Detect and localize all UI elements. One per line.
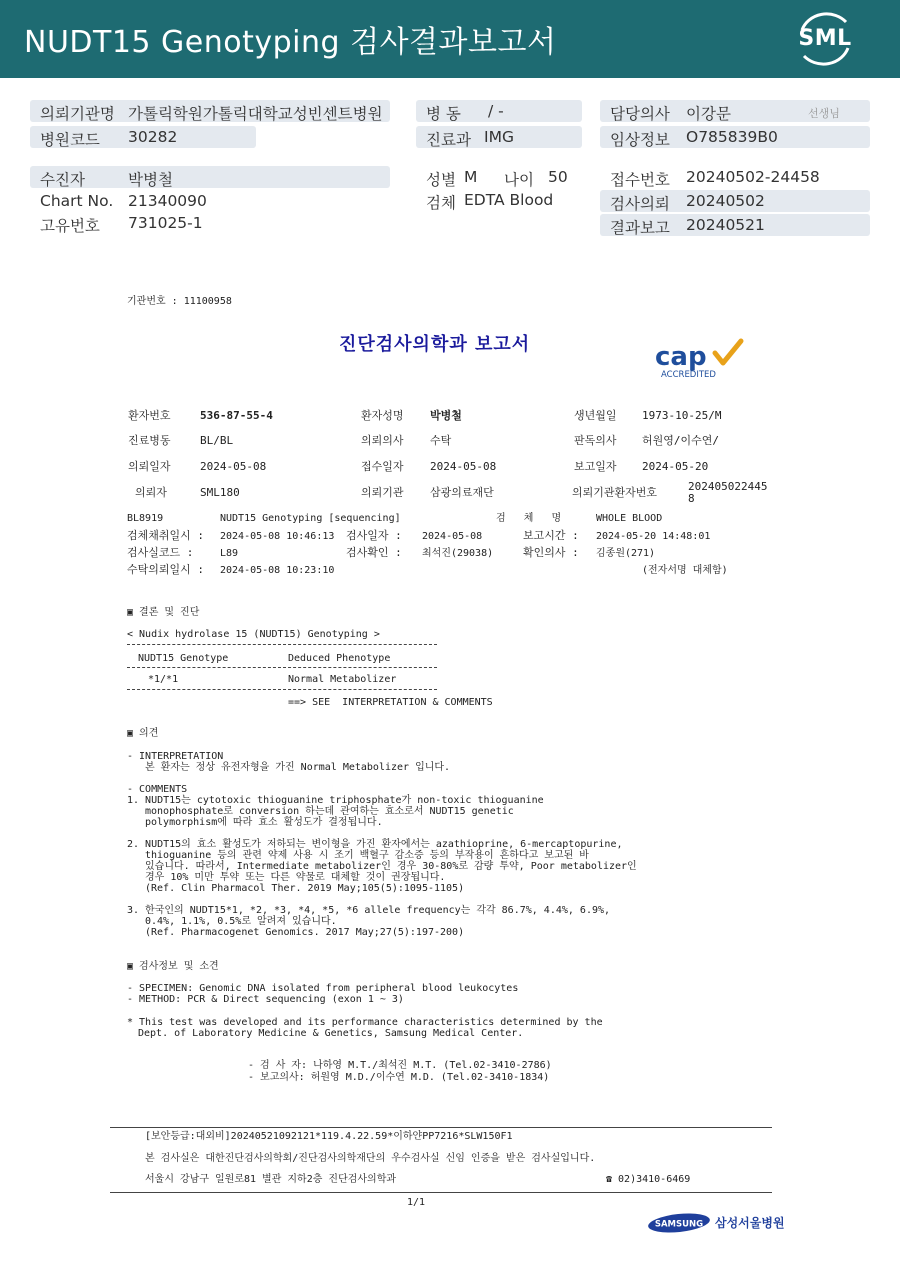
patient-row-1-value-3: 1973-10-25/M (642, 409, 722, 422)
patient-row-2-value-2: 수탁 (430, 434, 452, 447)
test-info-heading: ▣ 검사정보 및 소견 (127, 961, 219, 972)
ward-label: 병 동 (426, 105, 461, 123)
page-number: 1/1 (407, 1197, 426, 1208)
unique-no-row (30, 212, 390, 234)
patient-row-2-value-1: BL/BL (200, 434, 234, 447)
institution-no: 기관번호 : 11100958 (127, 296, 232, 307)
physician-suffix: 선생님 (808, 107, 840, 120)
specimen-info: - SPECIMEN: Genomic DNA isolated from peripheral blood leukocytes (127, 983, 519, 994)
accession-row (600, 166, 870, 188)
hospital-code-label: 병원코드 (40, 131, 100, 149)
patient-row-1-value-1: 536-87-55-4 (200, 409, 273, 422)
address-line: 서울시 강남구 일원로81 별관 지하2층 진단검사의학과 (145, 1174, 397, 1185)
specimen-label: 검체 (426, 194, 456, 212)
header-band (0, 0, 900, 78)
requesting-institution-row (30, 100, 390, 122)
age-value: 50 (548, 168, 568, 186)
patient-row-3-label-3: 보고일자 (574, 460, 617, 473)
sml-logo (794, 10, 856, 68)
patient-row-2-label-2: 의뢰의사 (361, 434, 404, 447)
see-comments: ==> SEE INTERPRETATION & COMMENTS (288, 697, 493, 708)
patient-row-2-label-1: 진료병동 (128, 434, 171, 447)
patient-row (30, 166, 390, 188)
patient-row-4-label-3: 의뢰기관환자번호 (572, 486, 658, 499)
cap-logo-sub: ACCREDITED (661, 370, 716, 380)
patient-label: 수진자 (40, 171, 85, 189)
patient-row-2-value-3: 허원영/이수연/ (642, 434, 720, 447)
specimen-row (416, 189, 596, 211)
test-date-label: 검사일자 : (346, 529, 402, 542)
conclusion-heading: ▣ 결론 및 진단 (127, 607, 200, 618)
test-date-value: 2024-05-08 (422, 531, 483, 542)
comment-3-line-1: 3. 한국인의 NUDT15*1, *2, *3, *4, *5, *6 allele frequency는 각각 86.7%, 4.4%, 6.9%, (127, 905, 611, 916)
dashed-rule (127, 689, 437, 690)
comment-3-line-2: 0.4%, 1.1%, 0.5%로 알려져 있습니다. (145, 916, 337, 927)
patient-row-4-value-2: 삼광의료재단 (430, 486, 494, 499)
report-time-label: 보고시간 : (523, 529, 579, 542)
cap-accredited-logo (653, 335, 753, 383)
phenotype-column-header: Deduced Phenotype (288, 653, 391, 664)
test-request-label: 검사의뢰 (610, 195, 670, 213)
sml-logo-text: SML (798, 26, 852, 51)
requesting-institution-label: 의뢰기관명 (40, 105, 115, 123)
patient-row-1-label-3: 생년월일 (574, 409, 617, 422)
confirm-value: 최석진(29038) (422, 548, 494, 559)
dashed-rule (127, 644, 437, 645)
comment-1-line-2: monophosphate로 conversion 하는데 관여하는 효소로서 NUDT15 genetic (145, 806, 514, 817)
room-label: 검사실코드 : (127, 546, 194, 559)
certification-line: 본 검사실은 대한진단검사의학회/진단검사의학재단의 우수검사실 신임 인증을 받은 검사실입니다. (145, 1153, 596, 1164)
phenotype-value: Normal Metabolizer (288, 674, 397, 685)
lab-note-line-2: Dept. of Laboratory Medicine & Genetics, Samsung Medical Center. (138, 1028, 524, 1039)
test-request-row (600, 190, 870, 212)
method-info: - METHOD: PCR & Direct sequencing (exon 1 ~ 3) (127, 994, 404, 1005)
footer-rule-top (110, 1127, 772, 1128)
consign-value: 2024-05-08 10:23:10 (220, 565, 335, 576)
consign-label: 수탁의뢰일시 : (127, 563, 205, 576)
report-time-value: 2024-05-20 14:48:01 (596, 531, 711, 542)
patient-row-1-label-2: 환자성명 (361, 409, 404, 422)
physician-value: 이강문 (686, 105, 731, 123)
samsung-hospital-logo (647, 1210, 785, 1236)
hospital-code-value: 30282 (128, 128, 178, 146)
reporter-info: - 보고의사: 허원영 M.D./이수연 M.D. (Tel.02-3410-1834) (248, 1072, 550, 1083)
result-report-row (600, 214, 870, 236)
patient-row-3-value-1: 2024-05-08 (200, 460, 267, 473)
patient-row-3-label-2: 접수일자 (361, 460, 404, 473)
department-label: 진료과 (426, 131, 471, 149)
chart-no-label: Chart No. (40, 192, 114, 210)
confirm-doc-value: 김종원(271) (596, 548, 656, 559)
sex-value: M (464, 168, 478, 186)
patient-row-4-label-1: 의뢰자 (135, 486, 167, 499)
confirm-doc-label: 확인의사 : (523, 546, 579, 559)
lab-note-line-1: * This test was developed and its performance characteristics determined by the (127, 1017, 603, 1028)
sex-label: 성별 (426, 171, 456, 189)
chart-no-row (30, 190, 390, 212)
report-title: 진단검사의학과 보고서 (339, 334, 531, 355)
department-value: IMG (484, 128, 514, 146)
comments-title: - COMMENTS (127, 784, 188, 795)
room-value: L89 (220, 548, 239, 559)
collect-label: 검체채취일시 : (127, 529, 205, 542)
comment-2-line-4: 경우 10% 미만 투약 또는 다른 약물로 대체할 것이 권장됩니다. (145, 872, 446, 883)
dashed-rule (127, 667, 437, 668)
chart-no-value: 21340090 (128, 192, 207, 210)
patient-row-1-value-2: 박병철 (430, 409, 462, 422)
accession-value: 20240502-24458 (686, 168, 820, 186)
genotype-value: *1/*1 (148, 674, 179, 685)
physician-label: 담당의사 (610, 105, 670, 123)
report-header-title: NUDT15 Genotyping 검사결과보고서 (24, 25, 557, 60)
opinion-heading: ▣ 의견 (127, 728, 159, 739)
interpretation-title: - INTERPRETATION (127, 751, 224, 762)
patient-row-3-value-2: 2024-05-08 (430, 460, 497, 473)
comment-2-line-3: 있습니다. 따라서, Intermediate metabolizer인 경우 30-80%로 감량 투약, Poor metabolizer인 (145, 861, 637, 872)
test-specimen-label: 검 체 명 (496, 513, 562, 524)
patient-row-4-value-1: SML180 (200, 486, 240, 499)
patient-row-2-label-3: 판독의사 (574, 434, 617, 447)
patient-row-1-label-1: 환자번호 (128, 409, 171, 422)
patient-row-3-label-1: 의뢰일자 (128, 460, 171, 473)
collect-value: 2024-05-08 10:46:13 (220, 531, 335, 542)
sex-age-row (416, 166, 596, 188)
clinical-info-value: O785839B0 (686, 128, 778, 146)
age-label: 나이 (504, 171, 534, 189)
comment-2-line-1: 2. NUDT15의 효소 활성도가 저하되는 변이형을 가진 환자에서는 azathioprine, 6-mercaptopurine, (127, 839, 623, 850)
accession-label: 접수번호 (610, 171, 670, 189)
genotype-column-header: NUDT15 Genotype (138, 653, 229, 664)
requesting-institution-value: 가톨릭학원가톨릭대학교성빈센트병원 (128, 105, 383, 123)
hospital-logo-text: 삼성서울병원 (715, 1216, 785, 1230)
result-report-label: 결과보고 (610, 219, 670, 237)
cap-logo-text: cap (655, 342, 707, 372)
footer-rule-bottom (110, 1192, 772, 1193)
confirm-label: 검사확인 : (346, 546, 402, 559)
comment-2-line-2: thioguanine 등의 관련 약제 사용 시 조기 백혈구 감소증 등의 부작용이 흔하다고 보고된 바 (145, 850, 589, 861)
clinical-info-label: 임상정보 (610, 131, 670, 149)
security-line: [보안등급:대외비]20240521092121*119.4.22.59*이하얀PP7216*SLW150F1 (145, 1131, 513, 1142)
result-report-value: 20240521 (686, 216, 765, 234)
test-name: NUDT15 Genotyping [sequencing] (220, 513, 401, 524)
patient-value: 박병철 (128, 171, 173, 189)
samsung-logo-text: SAMSUNG (654, 1219, 704, 1230)
comment-1-line-3: polymorphism에 따라 효소 활성도가 결정됩니다. (145, 817, 383, 828)
conclusion-subtitle: < Nudix hydrolase 15 (NUDT15) Genotyping > (127, 629, 380, 640)
unique-no-value: 731025-1 (128, 214, 203, 232)
ward-value: / - (488, 102, 504, 120)
test-specimen-value: WHOLE BLOOD (596, 513, 663, 524)
tester-info: - 검 사 자: 나하영 M.T./최석진 M.T. (Tel.02-3410-2786) (248, 1060, 552, 1071)
patient-row-3-value-3: 2024-05-20 (642, 460, 709, 473)
unique-no-label: 고유번호 (40, 217, 100, 235)
patient-row-4-label-2: 의뢰기관 (361, 486, 404, 499)
department-row (416, 126, 582, 148)
interpretation-text: 본 환자는 정상 유전자형을 가진 Normal Metabolizer 입니다. (145, 762, 451, 773)
patient-row-4-value-3: 202405022445 (688, 480, 768, 493)
clinical-info-row (600, 126, 870, 148)
hospital-code-row (30, 126, 256, 148)
esign-note: (전자서명 대체함) (642, 565, 728, 576)
phone-line: ☎ 02)3410-6469 (606, 1174, 691, 1185)
test-code: BL8919 (127, 513, 164, 524)
test-request-value: 20240502 (686, 192, 765, 210)
patient-row-4-value-3b: 8 (688, 492, 695, 505)
comment-2-line-5: (Ref. Clin Pharmacol Ther. 2019 May;105(5):1095-1105) (145, 883, 465, 894)
specimen-value: EDTA Blood (464, 191, 554, 209)
ward-row (416, 100, 582, 122)
physician-row (600, 100, 870, 122)
comment-1-line-1: 1. NUDT15는 cytotoxic thioguanine triphosphate가 non-toxic thioguanine (127, 795, 544, 806)
comment-3-line-3: (Ref. Pharmacogenet Genomics. 2017 May;27(5):197-200) (145, 927, 465, 938)
